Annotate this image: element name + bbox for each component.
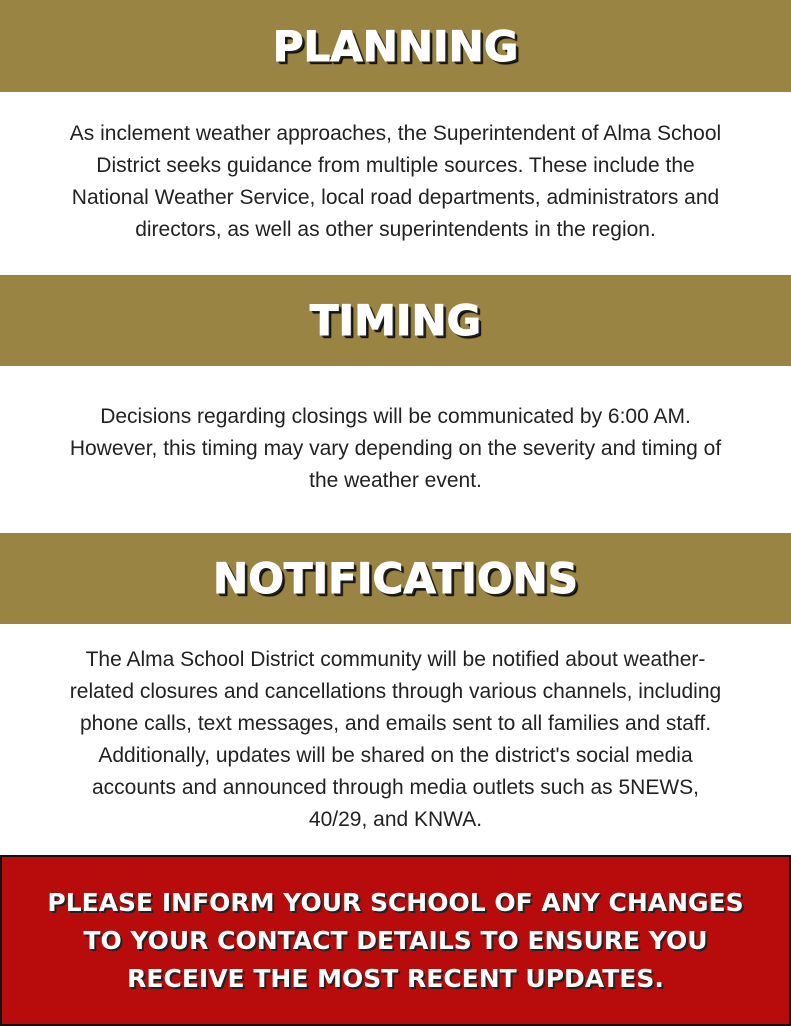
- text-line: The Alma School District community will be notified about weather-: [85, 648, 706, 671]
- text-line: accounts and announced through media outlets such as 5NEWS,: [91, 776, 700, 799]
- planning-text: [0, 118, 791, 246]
- text-line: District seeks guidance from multiple sources. These include the: [96, 154, 695, 177]
- text-line: the weather event.: [309, 469, 482, 492]
- text-line: 40/29, and KNWA.: [308, 808, 483, 831]
- notifications-header: [0, 533, 791, 624]
- text-line: directors, as well as other superintendents in the region.: [135, 218, 656, 241]
- text-line: related closures and cancellations through various channels, including: [69, 680, 722, 703]
- text-line: phone calls, text messages, and emails sent to all families and staff.: [79, 712, 712, 735]
- notifications-text: [0, 644, 791, 836]
- timing-header: [0, 275, 791, 366]
- timing-heading: TIMING: [309, 296, 482, 345]
- timing-text: [0, 401, 791, 497]
- text-line: Decisions regarding closings will be communicated by 6:00 AM.: [100, 405, 691, 428]
- alert-line: TO YOUR CONTACT DETAILS TO ENSURE YOU: [83, 925, 708, 955]
- notifications-heading: NOTIFICATIONS: [213, 554, 578, 603]
- planning-heading: PLANNING: [272, 21, 519, 71]
- alert-line: PLEASE INFORM YOUR SCHOOL OF ANY CHANGES: [47, 887, 744, 917]
- text-line: Additionally, updates will be shared on the district's social media: [98, 744, 693, 767]
- text-line: National Weather Service, local road departments, administrators and: [71, 186, 720, 209]
- alert-line: RECEIVE THE MOST RECENT UPDATES.: [127, 963, 664, 993]
- text-line: However, this timing may vary depending on the severity and timing of: [69, 437, 722, 460]
- contact-update-alert: [0, 855, 791, 1026]
- planning-header: [0, 0, 791, 92]
- text-line: As inclement weather approaches, the Superintendent of Alma School: [69, 122, 722, 145]
